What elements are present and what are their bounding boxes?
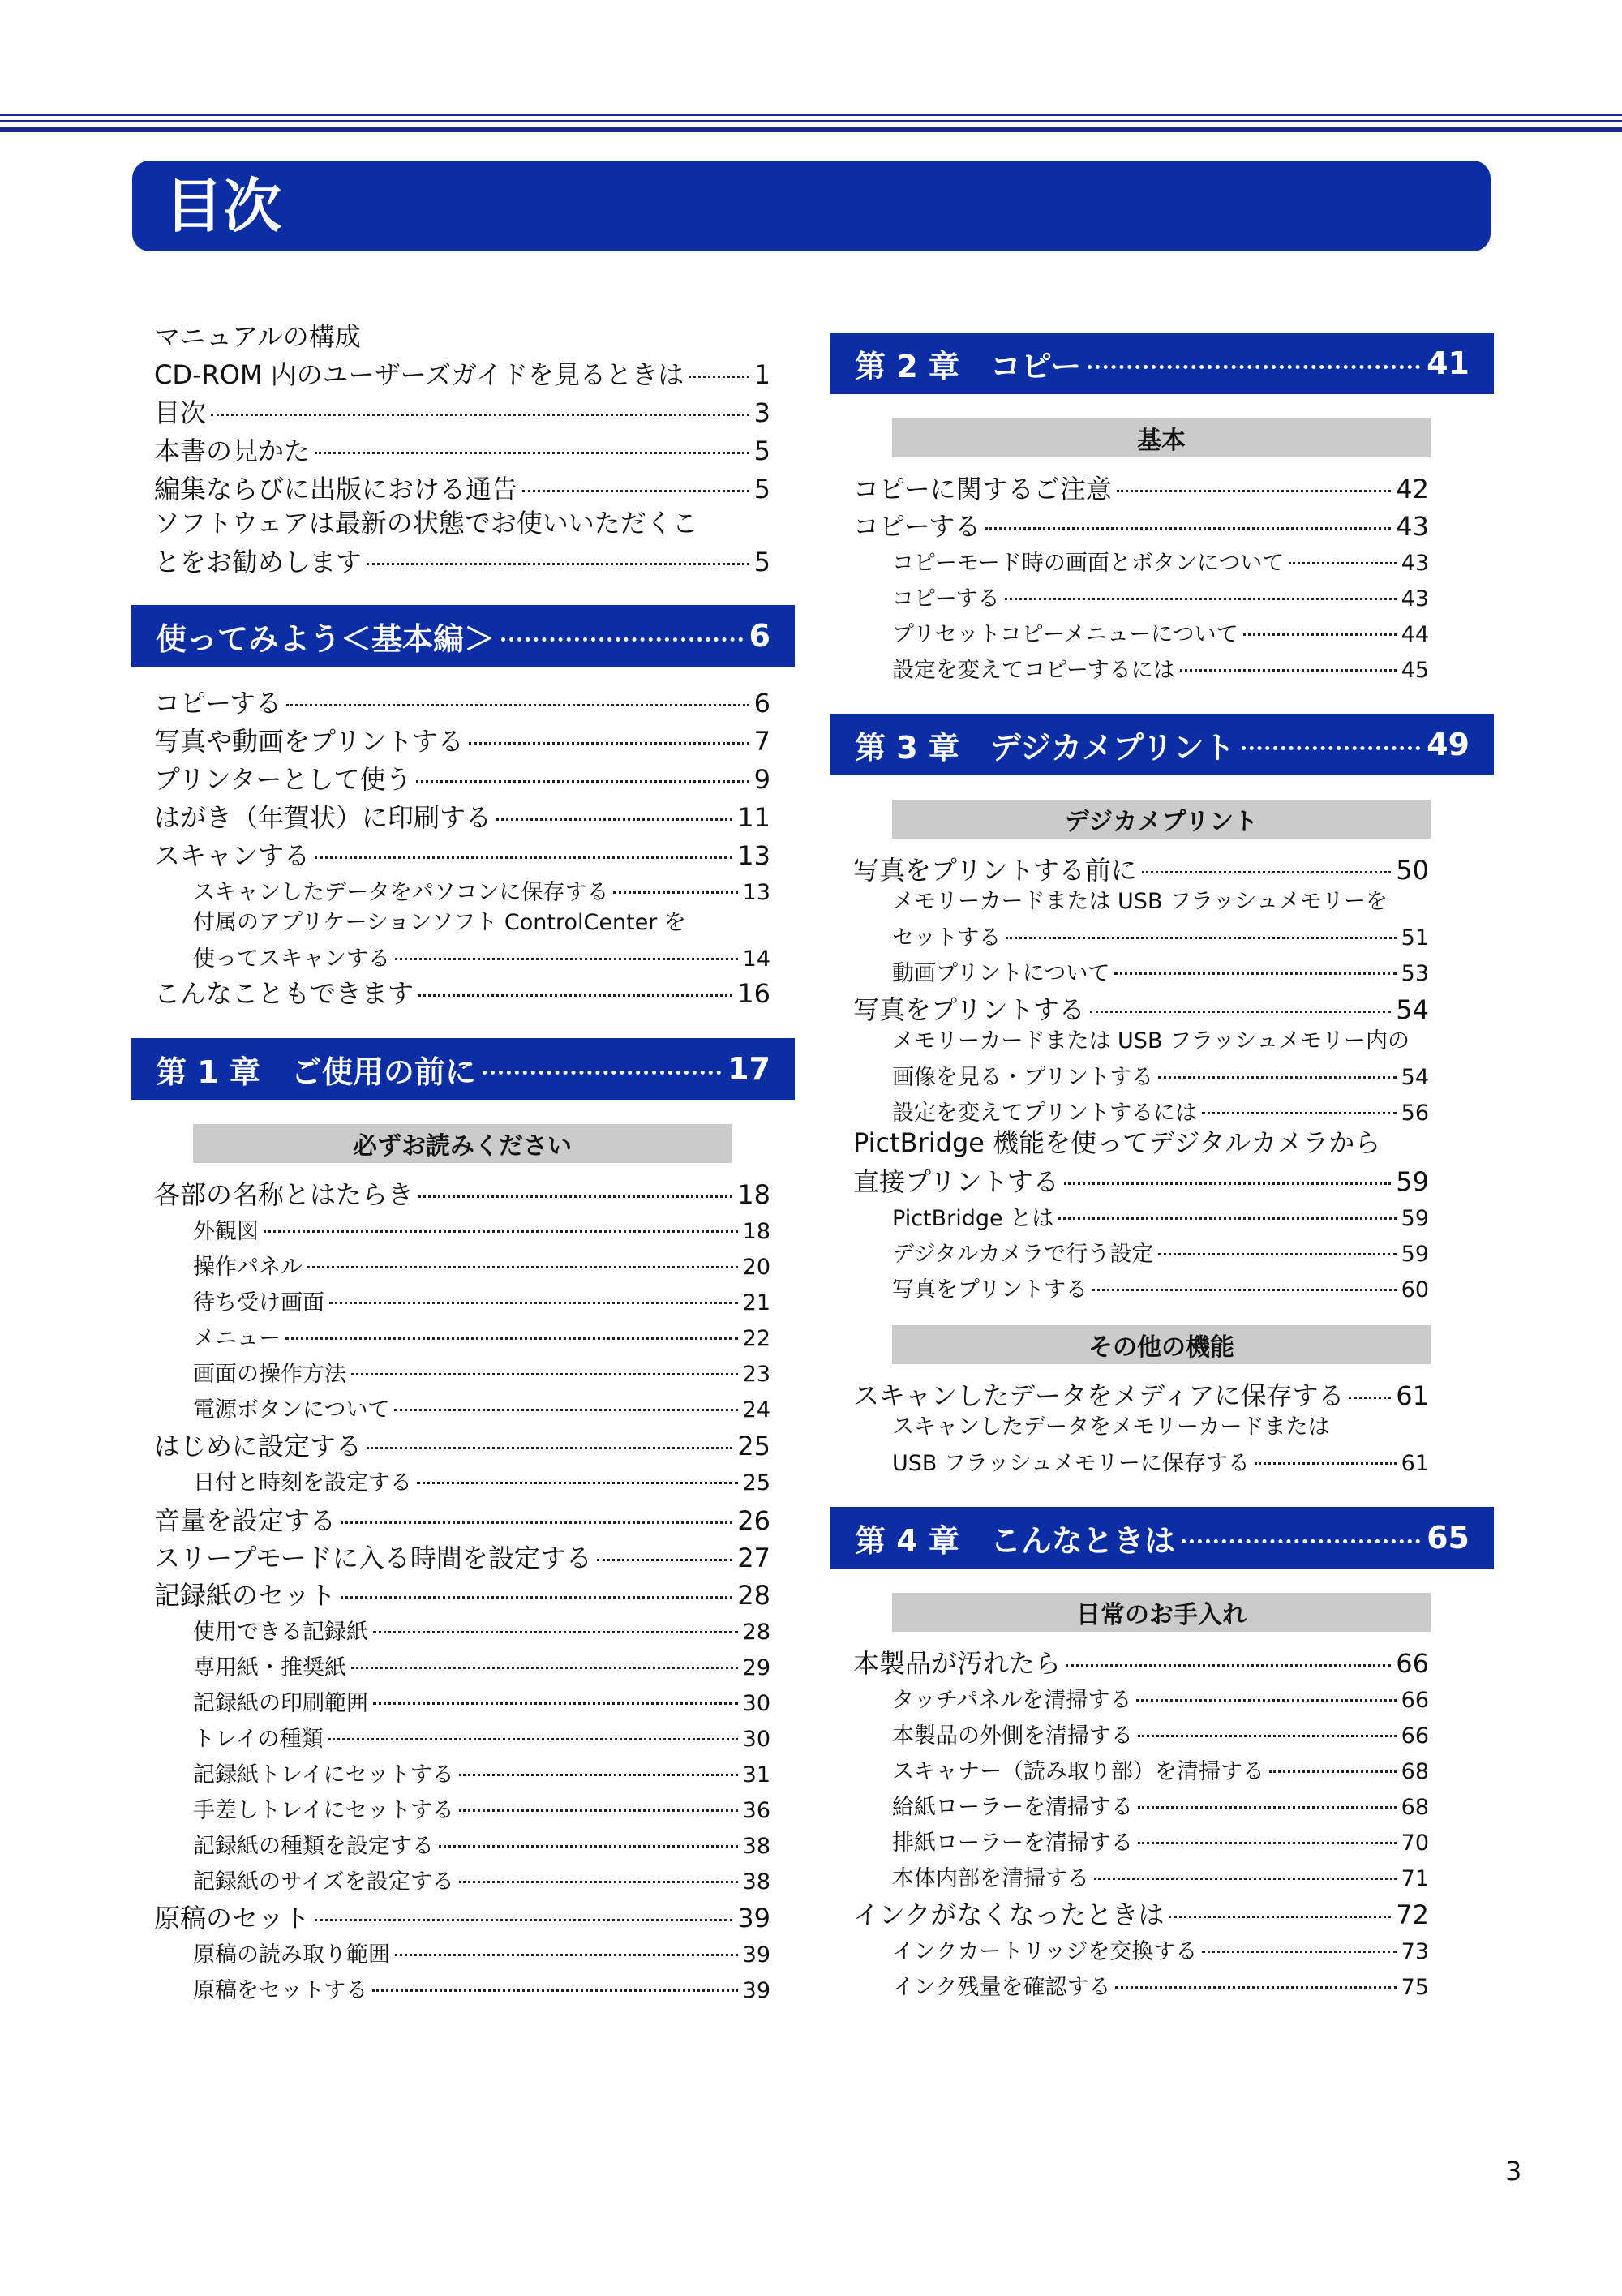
toc-entry[interactable]: 写真をプリントする前に 50	[853, 855, 1429, 886]
toc-subentry[interactable]: メニュー 22	[193, 1326, 770, 1351]
toc-subentry[interactable]: 原稿の読み取り範囲 39	[193, 1942, 770, 1968]
header-rule-thin-2	[0, 120, 1622, 122]
toc-subentry[interactable]: 画像を見る・プリントする 54	[892, 1065, 1429, 1090]
toc-subentry-line1[interactable]: スキャンしたデータをメモリーカードまたは	[892, 1414, 1330, 1440]
chapter-2-banner[interactable]: 第 2 章 コピー 41	[830, 333, 1494, 394]
toc-subentry-line1[interactable]: メモリーカードまたは USB フラッシュメモリー内の	[892, 1028, 1410, 1054]
toc-entry[interactable]: 各部の名称とはたらき 18	[154, 1179, 770, 1210]
toc-subentry[interactable]: USB フラッシュメモリーに保存する 61	[892, 1451, 1429, 1476]
toc-entry[interactable]: コピーする 43	[853, 511, 1429, 542]
toc-subentry[interactable]: セットする 51	[892, 925, 1429, 951]
toc-subentry[interactable]: 専用紙・推奨紙 29	[193, 1655, 770, 1680]
toc-entry[interactable]: 音量を設定する 26	[154, 1505, 770, 1536]
toc-entry[interactable]: 直接プリントする 59	[853, 1166, 1429, 1197]
chapter-4-subheading: 日常のお手入れ	[892, 1593, 1431, 1632]
toc-subentry[interactable]: 使ってスキャンする 14	[193, 946, 770, 972]
toc-subentry[interactable]: 記録紙のサイズを設定する 38	[193, 1869, 770, 1895]
toc-subentry[interactable]: タッチパネルを清掃する 66	[892, 1688, 1429, 1713]
toc-subentry[interactable]: 動画プリントについて 53	[892, 961, 1429, 986]
toc-entry[interactable]: とをお勧めします 5	[154, 547, 770, 577]
toc-entry[interactable]: こんなこともできます 16	[154, 978, 770, 1009]
chapter-3-subheading: デジカメプリント	[892, 800, 1431, 839]
toc-subentry-line1[interactable]: 付属のアプリケーションソフト ControlCenter を	[193, 910, 686, 935]
toc-entry[interactable]: 編集ならびに出版における通告 5	[154, 474, 770, 504]
toc-subentry[interactable]: インク残量を確認する 75	[892, 1975, 1429, 2000]
toc-entry[interactable]: 写真をプリントする 54	[853, 994, 1429, 1025]
chapter-1-banner[interactable]: 第 1 章 ご使用の前に 17	[131, 1038, 795, 1100]
toc-subentry[interactable]: 設定を変えてコピーするには 45	[892, 658, 1429, 683]
toc-subentry[interactable]: 電源ボタンについて 24	[193, 1397, 770, 1423]
toc-subentry[interactable]: トレイの種類 30	[193, 1727, 770, 1752]
toc-entry[interactable]: 目次 3	[154, 397, 770, 428]
toc-subentry[interactable]: スキャナー（読み取り部）を清掃する 68	[892, 1759, 1429, 1784]
toc-subentry[interactable]: 画面の操作方法 23	[193, 1362, 770, 1387]
page-title: 目次	[165, 172, 282, 240]
toc-subentry[interactable]: PictBridge とは 59	[892, 1206, 1429, 1231]
toc-entry[interactable]: コピーする 6	[154, 688, 770, 719]
toc-subentry[interactable]: 日付と時刻を設定する 25	[193, 1470, 770, 1496]
toc-entry[interactable]: はじめに設定する 25	[154, 1431, 770, 1461]
toc-subentry[interactable]: 本製品の外側を清掃する 66	[892, 1723, 1429, 1749]
header-rule-thick	[0, 127, 1622, 132]
toc-entry[interactable]: CD-ROM 内のユーザーズガイドを見るときは 1	[154, 359, 770, 390]
toc-entry[interactable]: スキャンしたデータをメディアに保存する 61	[853, 1380, 1429, 1411]
toc-subentry[interactable]: コピーモード時の画面とボタンについて 43	[892, 551, 1429, 576]
toc-subentry[interactable]: デジタルカメラで行う設定 59	[892, 1242, 1429, 1267]
page-title-banner	[132, 161, 1491, 251]
toc-entry[interactable]: プリンターとして使う 9	[154, 764, 770, 795]
toc-subentry[interactable]: 排紙ローラーを清掃する 70	[892, 1830, 1429, 1856]
toc-entry[interactable]: 記録紙のセット 28	[154, 1580, 770, 1611]
chapter-basic-banner[interactable]: 使ってみよう＜基本編＞ 6	[131, 605, 795, 667]
toc-subentry[interactable]: スキャンしたデータをパソコンに保存する 13	[193, 880, 770, 905]
toc-subentry-line1[interactable]: メモリーカードまたは USB フラッシュメモリーを	[892, 889, 1388, 914]
toc-entry-line1[interactable]: ソフトウェアは最新の状態でお使いいただくこ	[154, 508, 698, 539]
toc-entry[interactable]: 本製品が汚れたら 66	[853, 1648, 1429, 1679]
toc-entry[interactable]: スリープモードに入る時間を設定する 27	[154, 1543, 770, 1573]
toc-subentry[interactable]: 手差しトレイにセットする 36	[193, 1798, 770, 1823]
chapter-3-banner[interactable]: 第 3 章 デジカメプリント 49	[830, 714, 1494, 775]
page-number: 3	[1505, 2156, 1522, 2187]
toc-subentry[interactable]: 使用できる記録紙 28	[193, 1620, 770, 1645]
chapter-2-subheading: 基本	[892, 418, 1431, 457]
toc-subentry[interactable]: プリセットコピーメニューについて 44	[892, 622, 1429, 647]
chapter-3-subheading-other: その他の機能	[892, 1325, 1431, 1364]
toc-subentry[interactable]: 待ち受け画面 21	[193, 1290, 770, 1315]
toc-subentry[interactable]: インクカートリッジを交換する 73	[892, 1939, 1429, 1964]
toc-subentry[interactable]: 写真をプリントする 60	[892, 1277, 1429, 1302]
toc-subentry[interactable]: 操作パネル 20	[193, 1255, 770, 1280]
toc-entry[interactable]: 原稿のセット 39	[154, 1903, 770, 1933]
toc-entry[interactable]: インクがなくなったときは 72	[853, 1899, 1429, 1930]
toc-subentry[interactable]: 記録紙トレイにセットする 31	[193, 1762, 770, 1787]
chapter-1-subheading: 必ずお読みください	[193, 1124, 732, 1163]
toc-subentry[interactable]: 記録紙の印刷範囲 30	[193, 1691, 770, 1716]
header-rule-thin-1	[0, 114, 1622, 116]
toc-entry[interactable]: コピーに関するご注意 42	[853, 474, 1429, 504]
toc-subentry[interactable]: 原稿をセットする 39	[193, 1978, 770, 2003]
chapter-4-banner[interactable]: 第 4 章 こんなときは 65	[830, 1507, 1494, 1569]
toc-subentry[interactable]: 給紙ローラーを清掃する 68	[892, 1795, 1429, 1820]
toc-subentry[interactable]: コピーする 43	[892, 586, 1429, 612]
toc-entry[interactable]: はがき（年賀状）に印刷する 11	[154, 802, 770, 833]
toc-subentry[interactable]: 外観図 18	[193, 1219, 770, 1244]
toc-entry[interactable]: 写真や動画をプリントする 7	[154, 726, 770, 757]
toc-subentry[interactable]: 記録紙の種類を設定する 38	[193, 1834, 770, 1859]
toc-entry[interactable]: 本書の見かた 5	[154, 436, 770, 466]
toc-subentry[interactable]: 設定を変えてプリントするには 56	[892, 1101, 1429, 1126]
toc-entry-line1[interactable]: PictBridge 機能を使ってデジタルカメラから	[853, 1127, 1381, 1158]
toc-entry[interactable]: スキャンする 13	[154, 840, 770, 871]
toc-entry[interactable]: マニュアルの構成	[154, 321, 361, 352]
toc-subentry[interactable]: 本体内部を清掃する 71	[892, 1866, 1429, 1891]
